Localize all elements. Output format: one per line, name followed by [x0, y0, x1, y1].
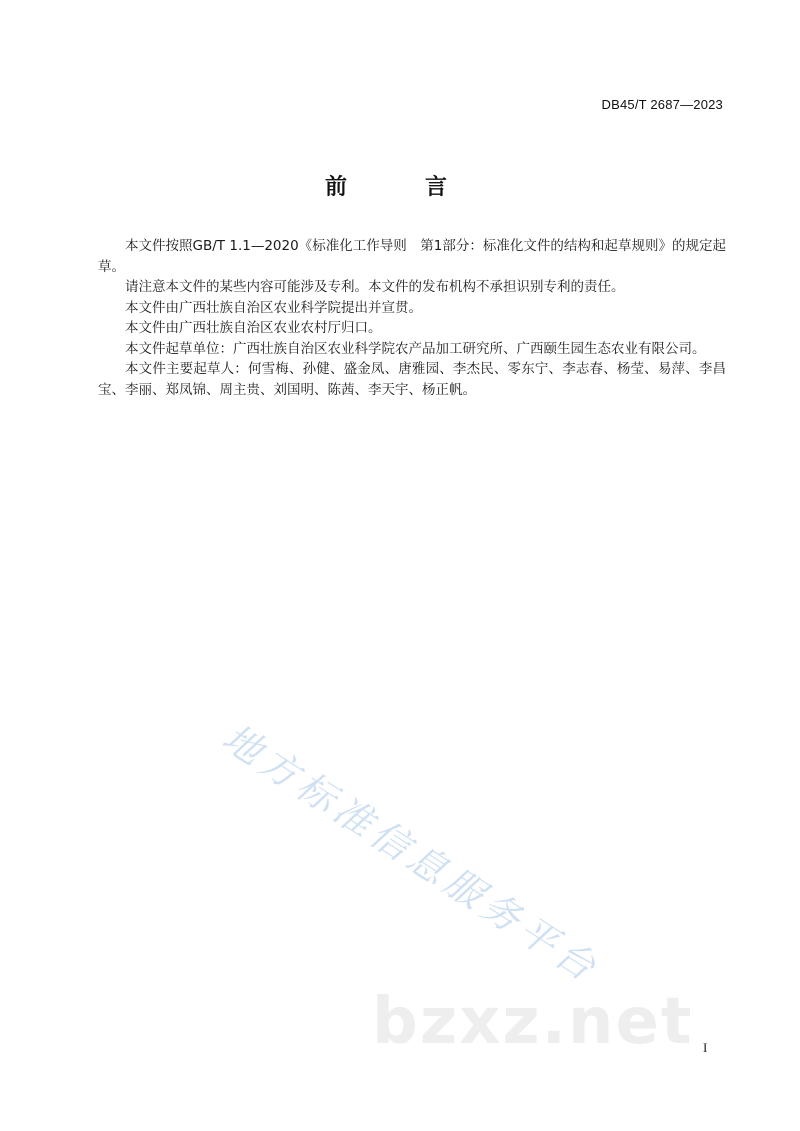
paragraph-patent-notice: 请注意本文件的某些内容可能涉及专利。本文件的发布机构不承担识别专利的责任。 — [125, 279, 625, 295]
page-number: I — [703, 1040, 708, 1055]
document-body — [98, 236, 726, 400]
platform-watermark: 地方标准信息服务平台 — [214, 715, 608, 993]
paragraph-proposer: 本文件由广西壮族自治区农业科学院提出并宣贯。 — [125, 299, 422, 316]
paragraph-drafting-units: 本文件起草单位：广西壮族自治区农业科学院农产品加工研究所、广西颐生园生态农业有限公司。 — [125, 340, 706, 357]
paragraph-drafting-basis: 本文件按照GB/T 1.1—2020《标准化工作导则 第1部分：标准化文件的结构和起草规则》的规定起草。 — [98, 238, 726, 275]
page-title: 前 言 — [324, 175, 475, 200]
paragraph-drafters: 本文件主要起草人：何雪梅、孙健、盛金凤、唐雅园、李杰民、零东宁、李志春、杨莹、易萍、李昌宝、李丽、郑凤锦、周主贵、刘国明、陈茜、李天宇、杨正帆。 — [98, 361, 726, 398]
document-code: DB45/T 2687—2023 — [601, 97, 723, 112]
site-watermark: bzxz.net — [372, 985, 694, 1059]
paragraph-administrator: 本文件由广西壮族自治区农业农村厅归口。 — [125, 320, 382, 336]
